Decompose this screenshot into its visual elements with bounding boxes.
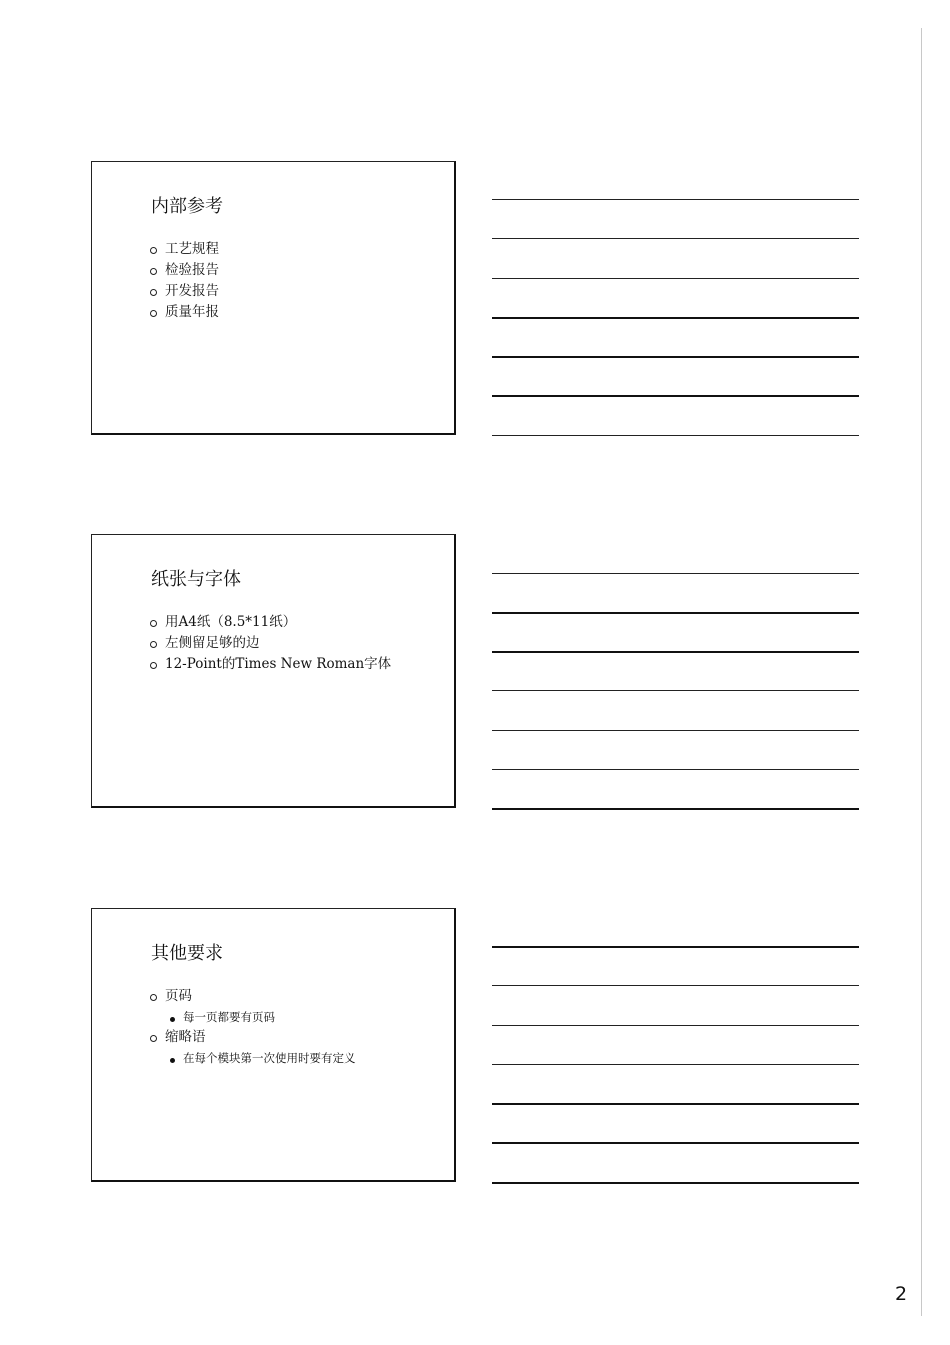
bullet-text: 开发报告 [165, 283, 219, 299]
bullet-item [150, 302, 219, 323]
hollow-circle-bullet-icon [150, 268, 157, 275]
filled-dot-bullet-icon [170, 1058, 175, 1063]
bullet-item [150, 239, 219, 260]
bullet-text: 左侧留足够的边 [165, 635, 260, 651]
bullet-item [150, 1027, 356, 1048]
note-line [492, 278, 859, 279]
note-line [492, 946, 859, 948]
slide-title: 内部参考 [151, 196, 223, 217]
bullet-text: 缩略语 [165, 1029, 206, 1045]
slide-title: 其他要求 [151, 943, 223, 964]
hollow-circle-bullet-icon [150, 620, 157, 627]
sub-bullet-item [150, 1048, 356, 1068]
bullet-text: 页码 [165, 988, 192, 1004]
bullet-list [150, 986, 356, 1068]
note-line [492, 730, 859, 731]
slide-title: 纸张与字体 [151, 569, 241, 590]
notes-lines-2 [492, 569, 859, 849]
page-edge-rule [921, 28, 922, 1316]
sub-bullet-text: 每一页都要有页码 [183, 1010, 275, 1024]
bullet-text: 检验报告 [165, 262, 219, 278]
note-line [492, 1142, 859, 1144]
sub-bullet-text: 在每个模块第一次使用时要有定义 [183, 1051, 356, 1065]
note-line [492, 1025, 859, 1026]
note-line [492, 317, 859, 319]
note-line [492, 985, 859, 986]
note-line [492, 435, 859, 436]
hollow-circle-bullet-icon [150, 662, 157, 669]
note-line [492, 238, 859, 239]
note-line [492, 356, 859, 358]
filled-dot-bullet-icon [170, 1017, 175, 1022]
bullet-text: 工艺规程 [165, 241, 219, 257]
sub-bullet-item [150, 1007, 356, 1027]
notes-lines-1 [492, 195, 859, 475]
note-line [492, 769, 859, 770]
bullet-text: 用A4纸（8.5*11纸） [165, 614, 297, 630]
bullet-item [150, 281, 219, 302]
note-line [492, 808, 859, 810]
hollow-circle-bullet-icon [150, 247, 157, 254]
bullet-item [150, 654, 391, 675]
hollow-circle-bullet-icon [150, 641, 157, 648]
hollow-circle-bullet-icon [150, 994, 157, 1001]
notes-lines-3 [492, 942, 859, 1222]
slide-2 [91, 534, 456, 808]
hollow-circle-bullet-icon [150, 1035, 157, 1042]
note-line [492, 612, 859, 614]
note-line [492, 690, 859, 691]
bullet-item [150, 986, 356, 1007]
note-line [492, 1064, 859, 1065]
slide-3 [91, 908, 456, 1182]
bullet-item [150, 633, 391, 654]
note-line [492, 651, 859, 653]
hollow-circle-bullet-icon [150, 310, 157, 317]
bullet-item [150, 612, 391, 633]
note-line [492, 395, 859, 397]
bullet-item [150, 260, 219, 281]
note-line [492, 199, 859, 200]
bullet-list [150, 239, 219, 323]
page-number: 2 [895, 1283, 908, 1305]
bullet-text: 质量年报 [165, 304, 219, 320]
slide-1 [91, 161, 456, 435]
hollow-circle-bullet-icon [150, 289, 157, 296]
note-line [492, 1182, 859, 1184]
note-line [492, 573, 859, 574]
bullet-list [150, 612, 391, 675]
note-line [492, 1103, 859, 1105]
bullet-text: 12-Point的Times New Roman字体 [165, 656, 392, 672]
